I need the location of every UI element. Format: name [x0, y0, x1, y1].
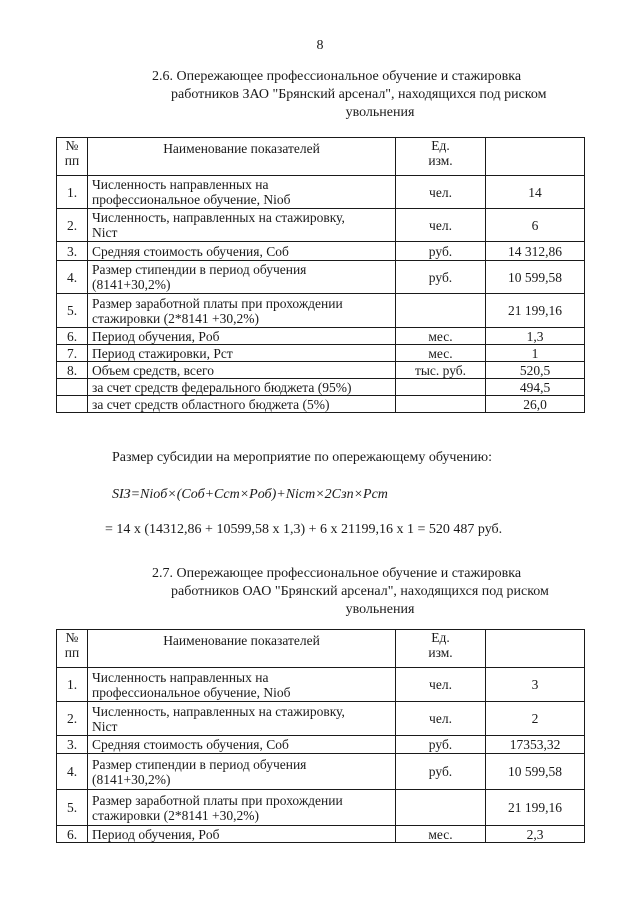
indicators-table-2-7 [56, 629, 585, 843]
row-num: 4. [57, 754, 88, 790]
subsidy-calculation: = 14 х (14312,86 + 10599,58 х 1,3) + 6 х 21199,16 х 1 = 520 487 руб. [105, 522, 503, 537]
header-unit: Ед. изм. [396, 630, 486, 668]
page-number: 8 [316, 38, 324, 53]
row-name: Средняя стоимость обучения, Сoб [88, 736, 396, 754]
row-name: за счет средств областного бюджета (5%) [88, 396, 396, 413]
row-unit: тыс. руб. [396, 362, 486, 379]
row-name: Размер стипендии в период обучения (8141+30,2%) [88, 261, 396, 294]
table-row [57, 736, 585, 754]
table-header-row [57, 138, 585, 176]
subsidy-text: Размер субсидии на мероприятие по опережающему обучению: [112, 450, 493, 465]
row-name: Средняя стоимость обучения, Сoб [88, 242, 396, 261]
row-name: Период стажировки, Рст [88, 345, 396, 362]
table-row [57, 261, 585, 294]
table-row [57, 702, 585, 736]
row-num: 1. [57, 668, 88, 702]
row-name: Размер заработной платы при прохождении стажировки (2*8141 +30,2%) [88, 294, 396, 328]
row-unit: чел. [396, 668, 486, 702]
heading-line: работников ЗАО "Брянский арсенал", находящихся под риском [171, 87, 547, 102]
header-num: № пп [57, 630, 88, 668]
table-row [57, 790, 585, 826]
row-value: 520,5 [486, 362, 585, 379]
row-value: 21 199,16 [486, 294, 585, 328]
row-unit: чел. [396, 176, 486, 209]
row-unit: чел. [396, 209, 486, 242]
row-name: Период обучения, Рoб [88, 826, 396, 843]
table-row [57, 176, 585, 209]
table-row [57, 668, 585, 702]
row-num: 7. [57, 345, 88, 362]
row-name: за счет средств федерального бюджета (95%) [88, 379, 396, 396]
header-unit: Ед. изм. [396, 138, 486, 176]
row-num: 3. [57, 242, 88, 261]
row-name: Численность направленных на профессиональное обучение, Nioб [88, 176, 396, 209]
header-name: Наименование показателей [88, 138, 396, 176]
row-value: 14 [486, 176, 585, 209]
row-name: Численность, направленных на стажировку, Nicт [88, 209, 396, 242]
row-unit: мес. [396, 345, 486, 362]
row-value: 10 599,58 [486, 754, 585, 790]
heading-line: работников ОАО "Брянский арсенал", находящихся под риском [171, 584, 549, 599]
row-name: Период обучения, Рoб [88, 328, 396, 345]
row-unit: чел. [396, 702, 486, 736]
row-unit: руб. [396, 736, 486, 754]
row-name: Численность, направленных на стажировку, Nicт [88, 702, 396, 736]
header-value [486, 630, 585, 668]
row-value: 10 599,58 [486, 261, 585, 294]
row-num: 2. [57, 209, 88, 242]
row-unit: руб. [396, 261, 486, 294]
table-row [57, 328, 585, 345]
row-num: 5. [57, 294, 88, 328]
row-num: 1. [57, 176, 88, 209]
header-name: Наименование показателей [88, 630, 396, 668]
row-unit [396, 294, 486, 328]
row-value: 1 [486, 345, 585, 362]
table-row [57, 396, 585, 413]
heading-line: увольнения [345, 105, 415, 120]
row-value: 2 [486, 702, 585, 736]
row-value: 17353,32 [486, 736, 585, 754]
row-unit: руб. [396, 242, 486, 261]
row-name: Размер стипендии в период обучения (8141+30,2%) [88, 754, 396, 790]
table-row [57, 209, 585, 242]
row-num: 3. [57, 736, 88, 754]
row-name: Объем средств, всего [88, 362, 396, 379]
row-unit: мес. [396, 328, 486, 345]
table-row [57, 294, 585, 328]
row-value: 14 312,86 [486, 242, 585, 261]
row-value: 2,3 [486, 826, 585, 843]
row-value: 21 199,16 [486, 790, 585, 826]
header-value [486, 138, 585, 176]
row-name: Численность направленных на профессиональное обучение, Nioб [88, 668, 396, 702]
row-num: 4. [57, 261, 88, 294]
row-num: 6. [57, 826, 88, 843]
row-name: Размер заработной платы при прохождении стажировки (2*8141 +30,2%) [88, 790, 396, 826]
table-row [57, 242, 585, 261]
table-row [57, 345, 585, 362]
heading-line: 2.6. Опережающее профессиональное обучение и стажировка [152, 69, 522, 84]
subsidy-formula: SIЗ=Nioб×(Cоб+Cст×Pоб)+Nicm×2Сзп×Pст [112, 487, 388, 502]
row-num: 2. [57, 702, 88, 736]
table-row [57, 754, 585, 790]
table-header-row [57, 630, 585, 668]
table-row [57, 379, 585, 396]
row-unit [396, 790, 486, 826]
row-num: 8. [57, 362, 88, 379]
row-value: 3 [486, 668, 585, 702]
row-num [57, 379, 88, 396]
row-unit [396, 396, 486, 413]
table-row [57, 362, 585, 379]
row-num: 6. [57, 328, 88, 345]
row-value: 6 [486, 209, 585, 242]
row-value: 26,0 [486, 396, 585, 413]
row-value: 494,5 [486, 379, 585, 396]
header-num: № пп [57, 138, 88, 176]
row-unit [396, 379, 486, 396]
row-num: 5. [57, 790, 88, 826]
indicators-table-2-6 [56, 137, 585, 413]
heading-line: 2.7. Опережающее профессиональное обучение и стажировка [152, 566, 522, 581]
table-row [57, 826, 585, 843]
heading-line: увольнения [345, 602, 415, 617]
row-num [57, 396, 88, 413]
row-unit: руб. [396, 754, 486, 790]
row-unit: мес. [396, 826, 486, 843]
row-value: 1,3 [486, 328, 585, 345]
